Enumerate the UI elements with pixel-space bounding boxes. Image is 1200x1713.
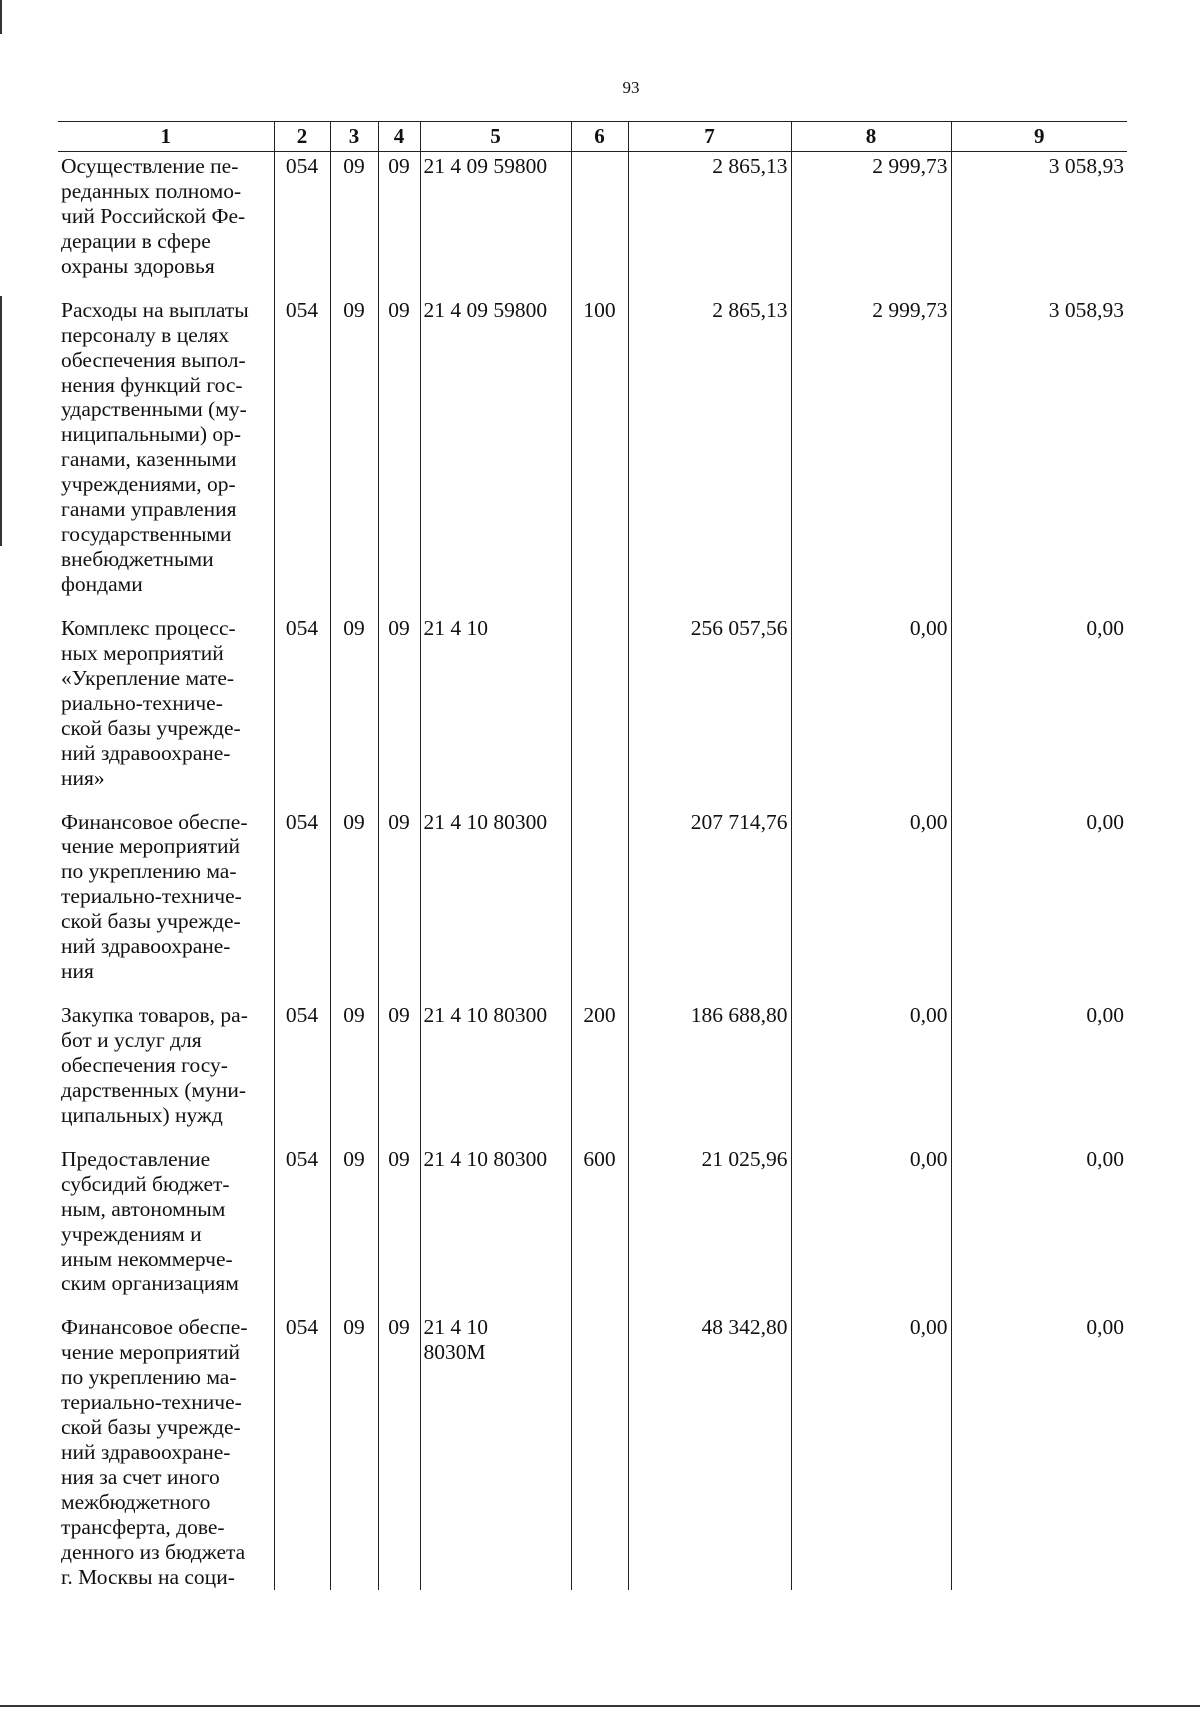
scan-edge-mark	[0, 296, 2, 546]
table-body	[58, 152, 1127, 1590]
table-row	[58, 296, 1127, 614]
section-code-cell: 09	[330, 296, 378, 614]
target-article-cell: 21 4 09 59800	[420, 152, 571, 296]
amount-year3-cell: 0,00	[951, 1001, 1127, 1145]
subsection-code-cell: 09	[378, 296, 420, 614]
expense-type-cell: 600	[571, 1145, 628, 1314]
ministry-code-cell: 054	[274, 152, 330, 296]
column-number-header-row	[58, 122, 1127, 152]
ministry-code-cell: 054	[274, 1145, 330, 1314]
section-code-cell: 09	[330, 1001, 378, 1145]
expense-type-cell	[571, 808, 628, 1002]
amount-year3-cell: 0,00	[951, 614, 1127, 808]
target-article-cell: 21 4 10 80300	[420, 808, 571, 1002]
subsection-code-cell: 09	[378, 1145, 420, 1314]
amount-year2-cell: 0,00	[791, 808, 951, 1002]
row-name-cell: Расходы на выплаты персоналу в целях обеспечения выпол- нения функций гос- ударственными (му- ниципальными) ор- ганами, казенными учреждениями, ор- ганами управления государственными внебюджетными фондами	[58, 296, 274, 614]
section-code-cell: 09	[330, 152, 378, 296]
column-header-6: 6	[571, 122, 628, 152]
row-name-cell: Финансовое обеспе- чение мероприятий по укреплению ма- териально-техниче- ской базы учрежде- ний здравоохране- ния	[58, 808, 274, 1002]
row-name-cell: Предоставление субсидий бюджет- ным, автономным учреждениям и иным некоммерче- ским организациям	[58, 1145, 274, 1314]
section-code-cell: 09	[330, 1145, 378, 1314]
row-name-cell: Закупка товаров, ра- бот и услуг для обеспечения госу- дарственных (муни- ципальных) нужд	[58, 1001, 274, 1145]
row-name-cell: Осуществление пе- реданных полномо- чий Российской Фе- дерации в сфере охраны здоровья	[58, 152, 274, 296]
row-name-cell: Комплекс процесс- ных мероприятий «Укрепление мате- риально-техниче- ской базы учрежде- ний здравоохране- ния»	[58, 614, 274, 808]
column-header-9: 9	[951, 122, 1127, 152]
subsection-code-cell: 09	[378, 152, 420, 296]
budget-table	[58, 121, 1127, 1590]
subsection-code-cell: 09	[378, 1001, 420, 1145]
amount-year3-cell: 0,00	[951, 1313, 1127, 1589]
ministry-code-cell: 054	[274, 296, 330, 614]
table-row	[58, 614, 1127, 808]
expense-type-cell	[571, 614, 628, 808]
amount-year1-cell: 207 714,76	[628, 808, 791, 1002]
page-number: 93	[622, 78, 640, 97]
table-row	[58, 1313, 1127, 1589]
amount-year1-cell: 256 057,56	[628, 614, 791, 808]
column-header-7: 7	[628, 122, 791, 152]
target-article-cell: 21 4 10 80300	[420, 1001, 571, 1145]
column-header-3: 3	[330, 122, 378, 152]
column-header-5: 5	[420, 122, 571, 152]
amount-year3-cell: 3 058,93	[951, 296, 1127, 614]
amount-year1-cell: 186 688,80	[628, 1001, 791, 1145]
column-header-1: 1	[58, 122, 274, 152]
amount-year2-cell: 2 999,73	[791, 296, 951, 614]
target-article-cell: 21 4 10 8030M	[420, 1313, 571, 1589]
table-row	[58, 1001, 1127, 1145]
amount-year3-cell: 3 058,93	[951, 152, 1127, 296]
scan-edge-mark	[0, 0, 2, 34]
subsection-code-cell: 09	[378, 1313, 420, 1589]
amount-year2-cell: 2 999,73	[791, 152, 951, 296]
row-name-cell: Финансовое обеспе- чение мероприятий по укреплению ма- териально-техниче- ской базы учрежде- ний здравоохране- ния за счет иного межбюджетного трансферта, дове- денного из бюджета г. Москвы на соци-	[58, 1313, 274, 1589]
target-article-cell: 21 4 10 80300	[420, 1145, 571, 1314]
amount-year1-cell: 2 865,13	[628, 152, 791, 296]
amount-year2-cell: 0,00	[791, 1313, 951, 1589]
amount-year2-cell: 0,00	[791, 1001, 951, 1145]
section-code-cell: 09	[330, 614, 378, 808]
ministry-code-cell: 054	[274, 1001, 330, 1145]
amount-year1-cell: 2 865,13	[628, 296, 791, 614]
amount-year1-cell: 48 342,80	[628, 1313, 791, 1589]
expense-type-cell	[571, 1313, 628, 1589]
column-header-4: 4	[378, 122, 420, 152]
ministry-code-cell: 054	[274, 808, 330, 1002]
target-article-cell: 21 4 09 59800	[420, 296, 571, 614]
table-row	[58, 808, 1127, 1002]
ministry-code-cell: 054	[274, 614, 330, 808]
column-header-2: 2	[274, 122, 330, 152]
table-row	[58, 152, 1127, 296]
column-header-8: 8	[791, 122, 951, 152]
expense-type-cell: 200	[571, 1001, 628, 1145]
table-row	[58, 1145, 1127, 1314]
amount-year2-cell: 0,00	[791, 1145, 951, 1314]
amount-year2-cell: 0,00	[791, 614, 951, 808]
amount-year1-cell: 21 025,96	[628, 1145, 791, 1314]
expense-type-cell	[571, 152, 628, 296]
target-article-cell: 21 4 10	[420, 614, 571, 808]
section-code-cell: 09	[330, 1313, 378, 1589]
ministry-code-cell: 054	[274, 1313, 330, 1589]
subsection-code-cell: 09	[378, 614, 420, 808]
expense-type-cell: 100	[571, 296, 628, 614]
amount-year3-cell: 0,00	[951, 1145, 1127, 1314]
bottom-page-rule	[0, 1705, 1200, 1707]
section-code-cell: 09	[330, 808, 378, 1002]
subsection-code-cell: 09	[378, 808, 420, 1002]
amount-year3-cell: 0,00	[951, 808, 1127, 1002]
